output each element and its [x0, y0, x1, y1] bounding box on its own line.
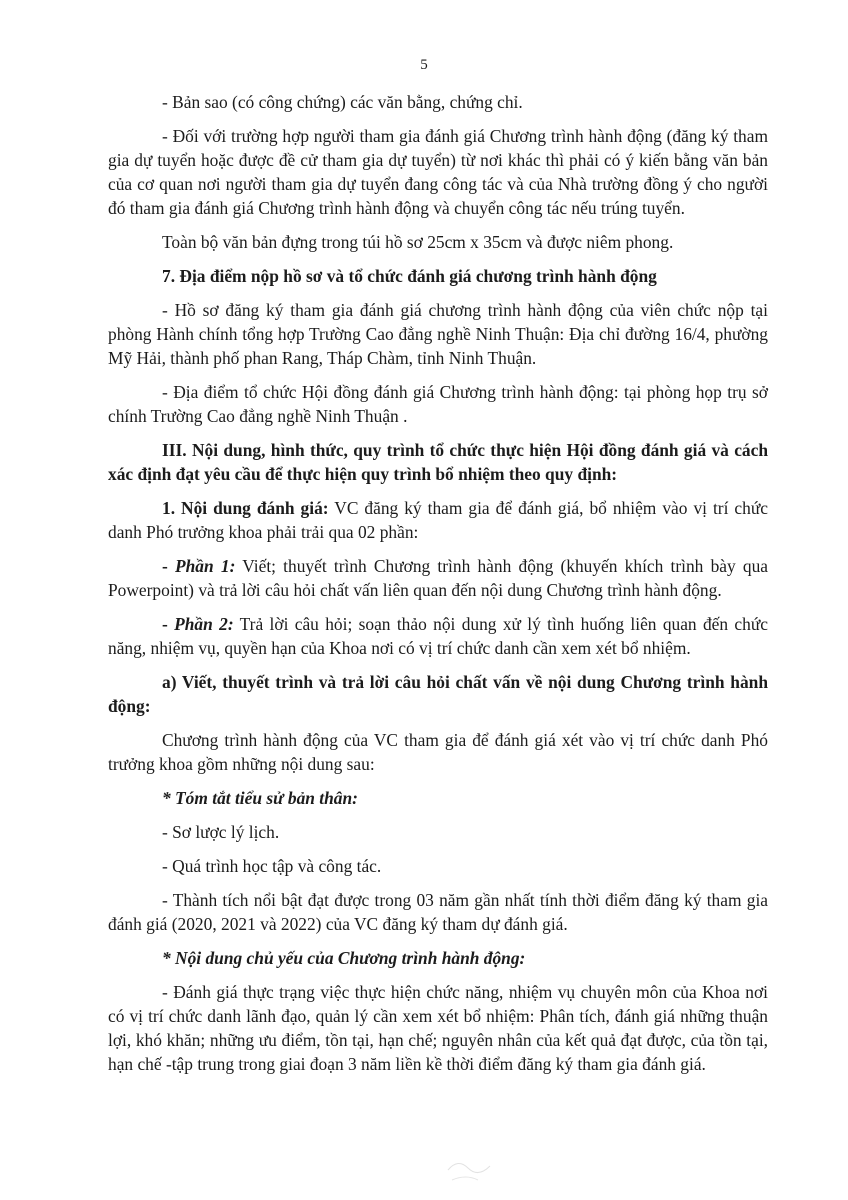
document-body [108, 90, 768, 1086]
paragraph-dash: - [162, 556, 175, 576]
paragraph [108, 496, 768, 544]
paragraph-text: Trả lời câu hỏi; soạn thảo nội dung xử lý tình huống liên quan đến chức năng, nhiệm vụ, quyền hạn của Khoa nơi có vị trí chức danh cần xem xét bổ nhiệm. [108, 614, 768, 658]
paragraph: - Đối với trường hợp người tham gia đánh giá Chương trình hành động (đăng ký tham gia dự tuyển hoặc được đề cử tham gia dự tuyển) từ nơi khác thì phải có ý kiến bằng văn bản của cơ quan nơi người tham gia dự tuyển đang công tác và của Nhà trường đồng ý cho người đó tham gia đánh giá Chương trình hành động và chuyển công tác nếu trúng tuyển. [108, 126, 768, 218]
paragraph: Toàn bộ văn bản đựng trong túi hồ sơ 25cm x 35cm và được niêm phong. [162, 232, 674, 252]
page-number: 5 [420, 57, 428, 73]
paragraph: - Địa điểm tổ chức Hội đồng đánh giá Chương trình hành động: tại phòng họp trụ sở chính Trường Cao đẳng nghề Ninh Thuận . [108, 382, 768, 426]
paragraph-text: VC đăng ký tham gia để đánh giá, bổ nhiệm vào vị trí chức danh Phó trưởng khoa phải trải qua 02 phần: [108, 498, 768, 542]
paragraph: - Đánh giá thực trạng việc thực hiện chức năng, nhiệm vụ chuyên môn của Khoa nơi có vị trí chức danh lãnh đạo, quản lý cần xem xét bổ nhiệm: Phân tích, đánh giá những thuận lợi, khó khăn; những ưu điểm, tồn tại, hạn chế; nguyên nhân của kết quả đạt được, của tồn tại, hạn chế -tập trung trong giai đoạn 3 năm liền kề thời điểm đăng ký tham gia đánh giá. [108, 982, 768, 1074]
section-heading: 7. Địa điểm nộp hồ sơ và tổ chức đánh giá chương trình hành động [162, 266, 657, 286]
section-heading: III. Nội dung, hình thức, quy trình tổ chức thực hiện Hội đồng đánh giá và cách xác định đạt yêu cầu để thực hiện quy trình bổ nhiệm theo quy định: [108, 440, 768, 484]
paragraph-lead: Phần 1: [175, 556, 236, 576]
paragraph: - Bản sao (có công chứng) các văn bằng, chứng chỉ. [162, 92, 523, 112]
paragraph: - Sơ lược lý lịch. [162, 822, 280, 842]
paragraph-text: Viết; thuyết trình Chương trình hành động (khuyến khích trình bày qua Powerpoint) và trả lời câu hỏi chất vấn liên quan đến nội dung Chương trình hành động. [108, 556, 768, 600]
paragraph: Chương trình hành động của VC tham gia để đánh giá xét vào vị trí chức danh Phó trưởng khoa gồm những nội dung sau: [108, 730, 768, 774]
faint-stamp-mark [438, 1150, 508, 1190]
paragraph: - Hồ sơ đăng ký tham gia đánh giá chương trình hành động của viên chức nộp tại phòng Hành chính tổng hợp Trường Cao đẳng nghề Ninh Thuận: Địa chỉ đường 16/4, phường Mỹ Hải, thành phố phan Rang, Tháp Chàm, tỉnh Ninh Thuận. [108, 300, 768, 368]
paragraph-lead: Phần 2: [174, 614, 234, 634]
paragraph: - Quá trình học tập và công tác. [162, 856, 382, 876]
paragraph [108, 612, 768, 660]
paragraph-dash: - [162, 614, 175, 634]
section-heading: a) Viết, thuyết trình và trả lời câu hỏi chất vấn về nội dung Chương trình hành động: [108, 672, 768, 716]
subheading: * Tóm tắt tiểu sử bản thân: [162, 788, 358, 808]
paragraph: - Thành tích nổi bật đạt được trong 03 năm gần nhất tính thời điểm đăng ký tham gia đánh giá (2020, 2021 và 2022) của VC đăng ký tham dự đánh giá. [108, 890, 768, 934]
paragraph [108, 554, 768, 602]
subheading: * Nội dung chủ yếu của Chương trình hành động: [162, 948, 526, 968]
paragraph-lead: 1. Nội dung đánh giá: [162, 498, 329, 518]
